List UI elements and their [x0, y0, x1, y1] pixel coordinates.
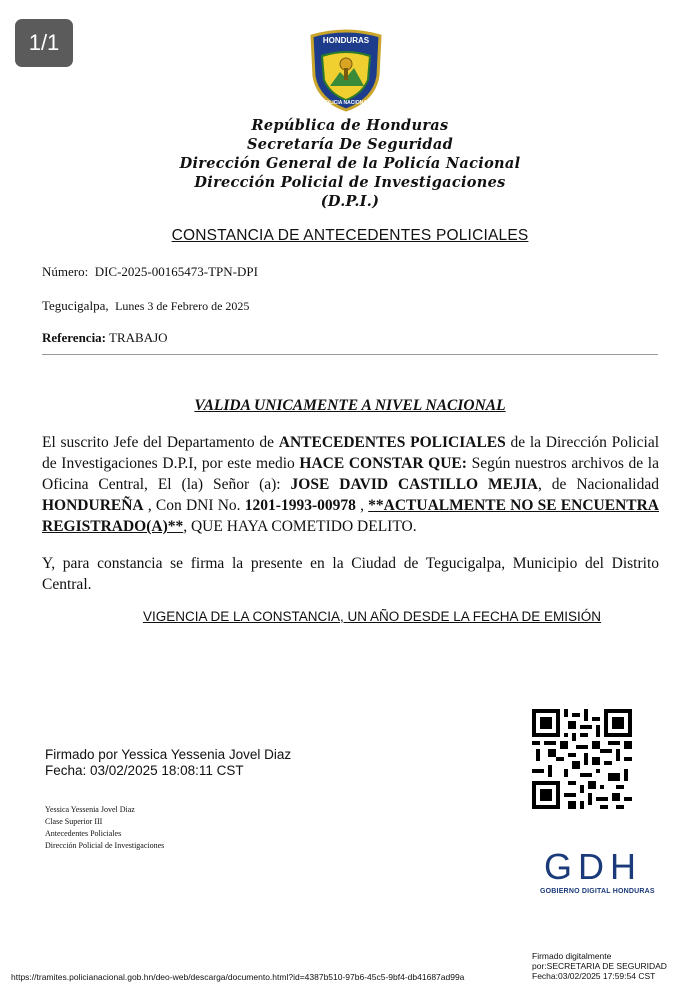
- digital-signature-stamp: Firmado digitalmente por:SECRETARIA DE SEGURIDAD Fecha:03/02/2025 17:59:54 CST: [532, 951, 667, 981]
- record-status: **ACTUALMENTE NO SE ENCUENTRA REGISTRADO(A)**: [42, 497, 659, 535]
- header-line: República de Honduras: [251, 117, 449, 134]
- header-line: Dirección General de la Policía Nacional: [179, 155, 521, 172]
- signer-details: [45, 804, 164, 852]
- gdh-logo: [540, 848, 655, 895]
- reference: [42, 330, 168, 346]
- dni-number: 1201-1993-00978: [244, 497, 356, 514]
- closing-paragraph: Y, para constancia se firma la presente en la Ciudad de Tegucigalpa, Municipio del Distrito Central.: [42, 555, 659, 593]
- svg-text:HONDURAS: HONDURAS: [322, 36, 370, 45]
- place: Tegucigalpa,: [42, 298, 109, 313]
- number-label: Número:: [42, 264, 89, 279]
- svg-text:POLICIA NACIONAL: POLICIA NACIONAL: [322, 100, 370, 106]
- date-value: Lunes 3 de Febrero de 2025: [115, 299, 250, 313]
- document-url-link[interactable]: https://tramites.policianacional.gob.hn/deo-web/descarga/documento.html?id=4387b510-97b6-45c5-9bf4-db41687ad99a: [11, 972, 465, 982]
- signer-directorate: Dirección Policial de Investigaciones: [45, 841, 165, 850]
- signer-name: Yessica Yessenia Jovel Diaz: [45, 805, 135, 814]
- reference-label: Referencia:: [42, 330, 107, 345]
- validity-period: VIGENCIA DE LA CONSTANCIA, UN AÑO DESDE LA FECHA DE EMISIÓN: [142, 609, 602, 624]
- document-number: [42, 264, 258, 280]
- header-line: Dirección Policial de Investigaciones: [194, 174, 506, 191]
- certification-paragraph: El suscrito Jefe del Departamento de ANTECEDENTES POLICIALES de la Dirección Policial de Investigaciones D.P.I, por este medio HACE CONSTAR QUE: Según nuestros archivos de la Oficina Central, El (la) Señor (a): JOSE DAVID CASTILLO MEJIA, de Nacionalidad HONDUREÑA , Con DNI No. 1201-1993-00978 , **ACTUALMENTE NO SE ENCUENTRA REGISTRADO(A)**, QUE HAYA COMETIDO DELITO.: [42, 434, 659, 535]
- signed-by: Firmado por Yessica Yessenia Jovel Diaz: [45, 747, 292, 762]
- validity-heading: VALIDA UNICAMENTE A NIVEL NACIONAL: [194, 397, 506, 414]
- header-line: Secretaría De Seguridad: [246, 136, 454, 153]
- gdh-text: GOBIERNO DIGITAL HONDURAS: [540, 888, 655, 895]
- gdh-mark: GDH: [544, 846, 642, 887]
- police-crest-logo: [306, 28, 386, 112]
- institution-header: [170, 116, 530, 211]
- page-indicator: 1/1: [15, 19, 73, 67]
- signed-date: Fecha: 03/02/2025 18:08:11 CST: [45, 763, 244, 778]
- reference-value: TRABAJO: [109, 330, 168, 345]
- number-value: DIC-2025-00165473-TPN-DPI: [94, 264, 258, 279]
- divider: [42, 354, 658, 355]
- document-date: [42, 298, 249, 314]
- header-line: (D.P.I.): [320, 193, 380, 210]
- signer-rank: Clase Superior III: [45, 817, 103, 826]
- qr-code: [532, 709, 632, 809]
- document-title: CONSTANCIA DE ANTECEDENTES POLICIALES: [171, 227, 529, 244]
- person-name: JOSE DAVID CASTILLO MEJIA: [290, 476, 538, 493]
- signer-department: Antecedentes Policiales: [45, 829, 122, 838]
